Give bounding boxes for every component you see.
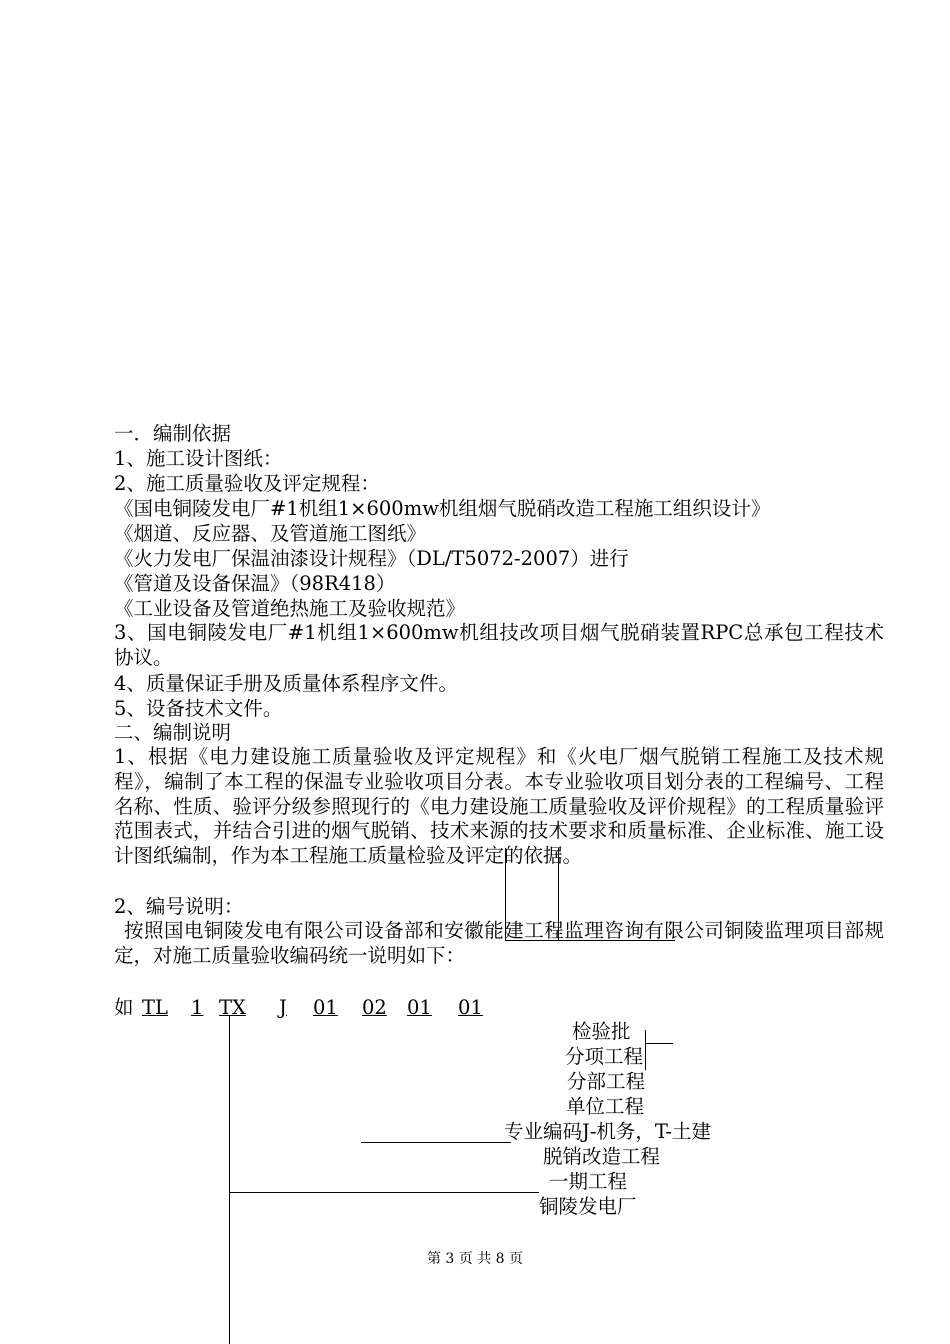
connector-line [361, 1142, 511, 1143]
code-label: 分项工程 [565, 1045, 644, 1068]
code-segment: 1 [191, 996, 204, 1019]
code-label: 专业编码J-机务，T-土建 [504, 1120, 711, 1143]
text-paragraph: 1、根据《电力建设施工质量验收及评定规程》和《火电厂烟气脱销工程施工及技术规程》，编制了本工程的保温专业验收项目分表。本专业验收项目划分表的工程编号、工程名称、性质、验评分级参照现行的《电力建设施工质量验收及评价规程》的工程质量验评范围表式，并结合引进的烟气脱销、技术来源的技术要求和质量标准、企业标准、施工设计图纸编制，作为本工程施工质量检验及评定的依据。 [114, 745, 884, 868]
text-line: 5、设备技术文件。 [114, 697, 283, 720]
text-line: 2、编号说明： [114, 895, 244, 918]
connector-line [229, 1016, 230, 1344]
connector-line [645, 1043, 673, 1044]
code-label: 检验批 [572, 1020, 631, 1043]
code-segment: TL [142, 996, 168, 1019]
connector-line [505, 848, 506, 940]
text-line: 1、施工设计图纸： [114, 447, 283, 470]
code-segment: 01 [313, 996, 338, 1019]
text-paragraph: 按照国电铜陵发电有限公司设备部和安徽能建工程监理咨询有限公司铜陵监理项目部规定，对施工质量验收编码统一说明如下： [114, 919, 884, 967]
code-segment: 01 [458, 996, 483, 1019]
code-segment: 01 [407, 996, 432, 1019]
code-segment: J [279, 996, 287, 1019]
text-line: 《工业设备及管道绝热施工及验收规范》 [114, 597, 466, 620]
code-prefix: 如 [114, 996, 134, 1019]
code-segment: TX [219, 996, 246, 1019]
text-line: 《烟道、反应器、及管道施工图纸》 [114, 522, 427, 545]
code-label: 脱销改造工程 [543, 1145, 661, 1168]
text-line: 4、质量保证手册及质量体系程序文件。 [114, 672, 458, 695]
connector-line [558, 848, 559, 940]
page-footer: 第 3 页 共 8 页 [426, 1251, 524, 1267]
code-label: 单位工程 [566, 1095, 645, 1118]
code-label: 铜陵发电厂 [539, 1195, 637, 1218]
connector-line [229, 1192, 539, 1193]
code-segment: 02 [362, 996, 387, 1019]
code-label: 分部工程 [567, 1070, 646, 1093]
connector-line [505, 940, 675, 941]
connector-line [645, 1030, 646, 1070]
section-heading-basis: 一．编制依据 [114, 422, 232, 445]
text-line: 2、施工质量验收及评定规程： [114, 472, 380, 495]
section-heading-explanation: 二、编制说明 [114, 721, 232, 744]
text-line: 《国电铜陵发电厂#1机组1×600mw机组烟气脱硝改造工程施工组织设计》 [114, 497, 771, 520]
text-line: 《火力发电厂保温油漆设计规程》（DL/T5072-2007）进行 [114, 547, 629, 570]
text-line: 《管道及设备保温》（98R418） [114, 572, 396, 595]
text-paragraph: 3、国电铜陵发电厂#1机组1×600mw机组技改项目烟气脱硝装置RPC总承包工程技术协议。 [114, 621, 884, 669]
code-label: 一期工程 [549, 1170, 628, 1193]
